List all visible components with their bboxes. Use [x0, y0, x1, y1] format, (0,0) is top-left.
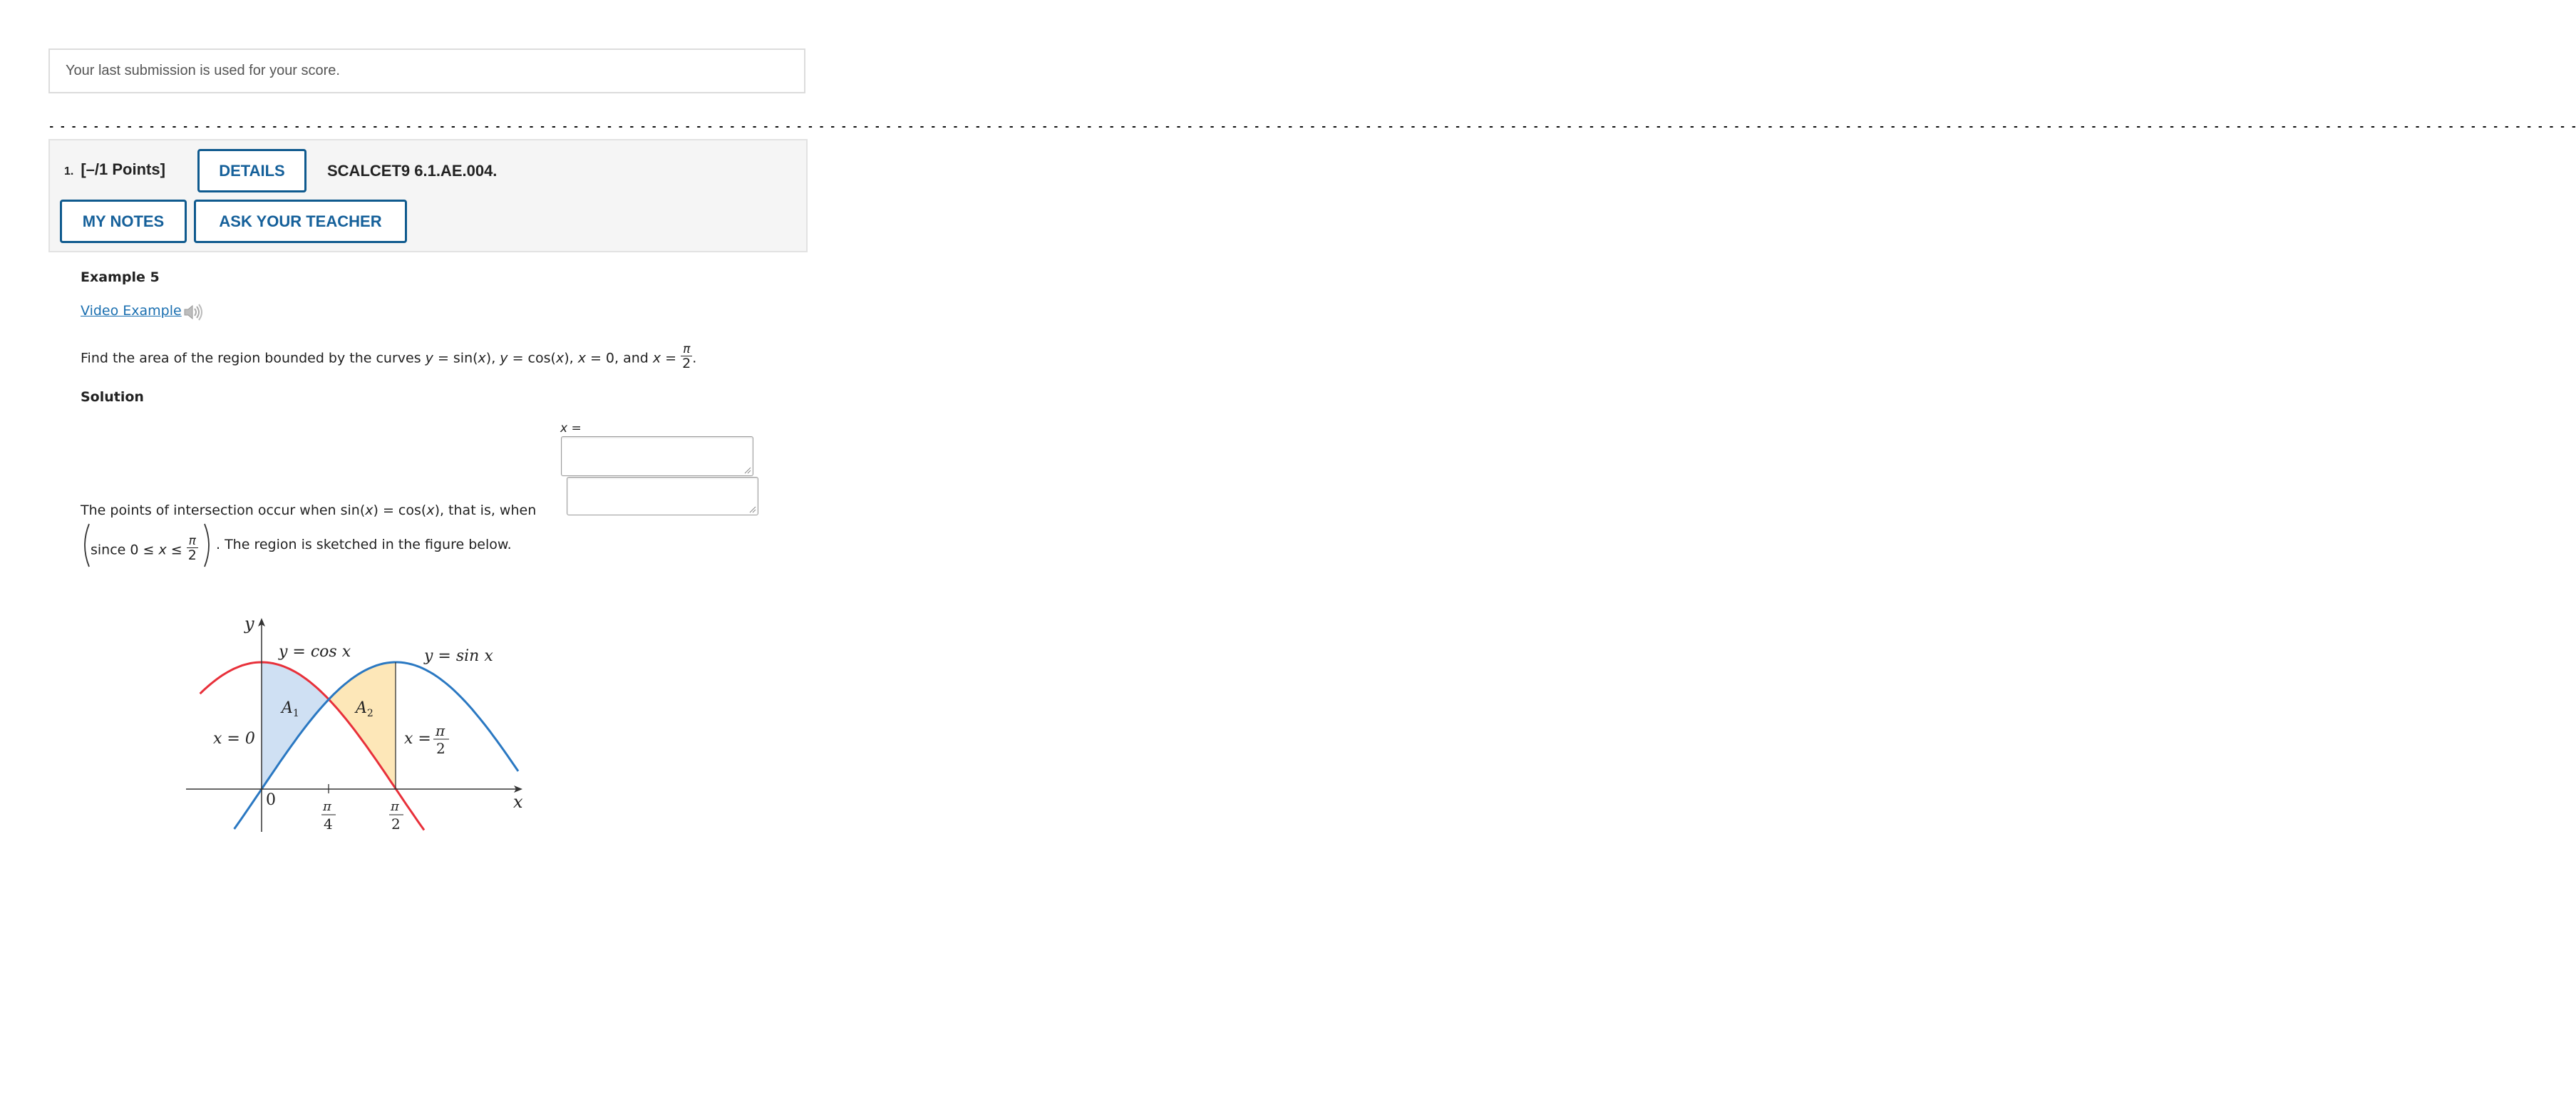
region-a1-label: $A_1$: [282, 699, 299, 719]
problem-statement: Find the area of the region bounded by the curves y = sin(x), y = cos(x), x = 0, and x = $\frac{\pi}{2}$ .: [81, 342, 697, 371]
notice-text: Your last submission is used for your score.: [66, 63, 340, 78]
area-figure: [182, 609, 531, 840]
label-pi-den: 2: [436, 740, 445, 757]
question-code: SCALCET9 6.1.AE.004.: [327, 162, 498, 180]
tick-pi-over-4-den: 4: [324, 815, 333, 833]
submission-notice: [48, 48, 805, 93]
details-button[interactable]: DETAILS: [197, 149, 306, 192]
question-points: [–/1 Points]: [81, 160, 165, 178]
right-paren: [203, 522, 213, 568]
my-notes-button[interactable]: MY NOTES: [60, 200, 187, 243]
video-example-link[interactable]: Video Example: [81, 303, 182, 319]
x-axis-label: x: [513, 792, 523, 812]
answer-input-1[interactable]: [561, 436, 753, 476]
region-a2: [329, 662, 396, 789]
sin-curve-label: y = sin x: [424, 647, 493, 665]
question-header: [48, 139, 808, 252]
ask-your-teacher-button[interactable]: ASK YOUR TEACHER: [194, 200, 407, 243]
pi-over-2-fraction: $\frac{\pi}{2}$: [682, 342, 691, 371]
resize-grip-icon[interactable]: [748, 505, 756, 513]
y-axis-label: y: [244, 614, 254, 634]
answer-x-label: x =: [560, 421, 582, 436]
separator-dashes: - - - - - - - - - - - - - - - - - - - - - - - - - - - - - - - - - - - - - - - - - - - - - - - - - - - - - - - - - - - - - - - - - - - - - - - - - - - - - - - - - - - - - - - - - - - - - - - - - - - - - - - - - - - - - - - - - - - - - - - - - - - - - - - - - - - - - - - - - - - - - - - - - - - - - - - - - - - - - - - - - - - - - - - - - - - - - - - - - - - - - - - - - - - - - - - - - - - - - - - - - - - - - - - - - - - - - - - - - - - - - - - - - - -: [48, 121, 2576, 133]
label-pi-num: π: [436, 722, 445, 739]
tick-pi-over-2-num: π: [391, 799, 399, 814]
answer-input-2[interactable]: [567, 477, 758, 515]
tick-pi-over-2-den: 2: [391, 815, 401, 833]
origin-label: 0: [266, 791, 276, 809]
x-equals-0-label: x = 0: [213, 730, 255, 748]
figure-svg: [182, 609, 531, 838]
region-a2-label: $A_2$: [356, 699, 373, 719]
question-number-points: [64, 160, 165, 179]
solution-title: Solution: [81, 389, 144, 405]
pi-over-2-fraction: $\frac{\pi}{2}$: [187, 534, 197, 563]
cos-curve-label: y = cos x: [279, 643, 351, 661]
region-a1: [262, 662, 329, 789]
left-paren: [81, 522, 91, 568]
tick-pi-over-4-num: π: [323, 799, 331, 814]
question-number: 1.: [64, 165, 74, 177]
resize-grip-icon[interactable]: [743, 465, 751, 474]
speaker-icon[interactable]: [183, 304, 203, 324]
intersection-text: The points of intersection occur when sin(x) = cos(x), that is, when: [81, 503, 537, 518]
x-equals-pi-over-2-label: x =: [404, 730, 431, 748]
example-title: Example 5: [81, 269, 160, 285]
